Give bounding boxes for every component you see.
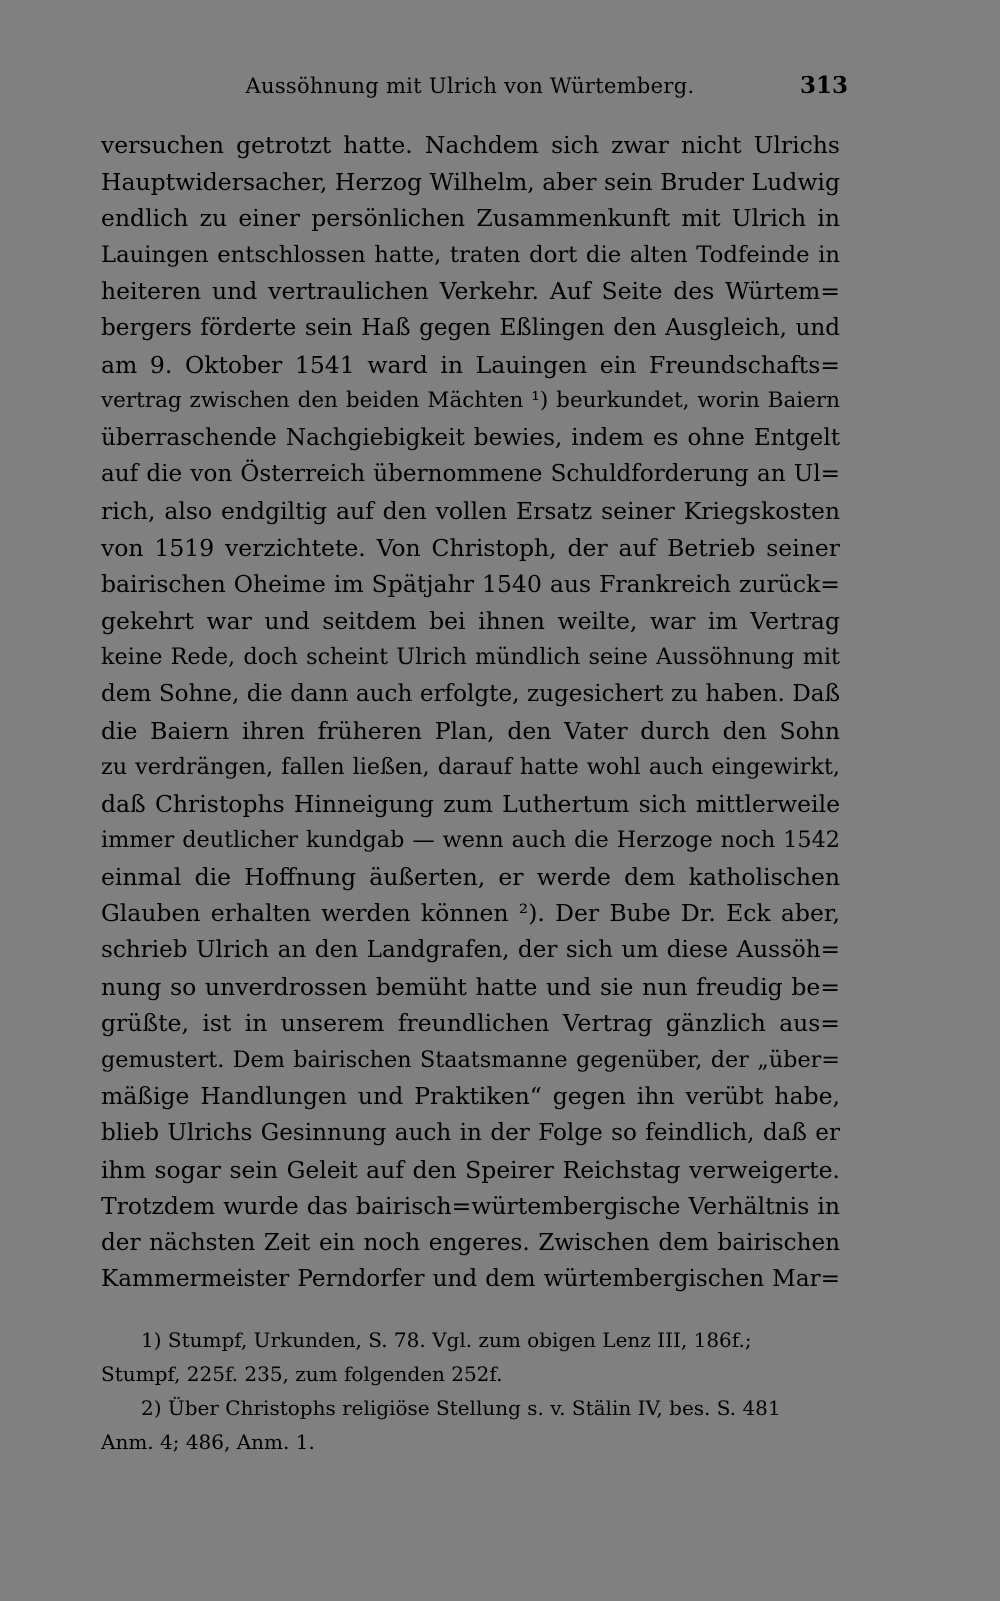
text-line: immer deutlicher kundgab — wenn auch die Herzoge noch 1542 [101,827,840,854]
text-line: Trotzdem wurde das bairisch=würtembergische Verhältnis in [101,1192,840,1221]
footnote-2-continued: Anm. 4; 486, Anm. 1. [101,1430,315,1454]
text-line: von 1519 verzichtete. Von Christoph, der auf Betrieb seiner [101,533,840,562]
text-line: bergers förderte sein Haß gegen Eßlingen den Ausgleich, und [101,314,840,341]
text-line: mäßige Handlungen und Praktiken“ gegen ihn verübt habe, [101,1082,840,1111]
text-line: am 9. Oktober 1541 ward in Lauingen ein Freundschafts= [101,350,840,379]
text-line: einmal die Hoffnung äußerten, er werde dem katholischen [101,862,840,891]
text-line: Lauingen entschlossen hatte, traten dort die alten Todfeinde in [101,241,840,268]
text-line: heiteren und vertraulichen Verkehr. Auf Seite des Würtem= [101,277,840,306]
text-line: überraschende Nachgiebigkeit bewies, indem es ohne Entgelt [101,424,840,451]
text-line: Kammermeister Perndorfer und dem würtembergischen Mar= [101,1266,840,1293]
running-title: Aussöhnung mit Ulrich von Würtemberg. [245,74,695,98]
running-head [0,70,1000,110]
text-line: ihm sogar sein Geleit auf den Speirer Reichstag verweigerte. [101,1155,840,1184]
text-line: zu verdrängen, fallen ließen, darauf hatte wohl auch eingewirkt, [101,754,840,781]
text-line: keine Rede, doch scheint Ulrich mündlich seine Aussöhnung mit [101,644,840,671]
text-line: versuchen getrotzt hatte. Nachdem sich zwar nicht Ulrichs [101,131,840,159]
text-line: endlich zu einer persönlichen Zusammenkunft mit Ulrich in [101,204,840,233]
text-line: Hauptwidersacher, Herzog Wilhelm, aber sein Bruder Ludwig [101,167,840,196]
text-line: nung so unverdrossen bemüht hatte und sie nun freudig be= [101,972,840,1001]
text-line: Glauben erhalten werden können ²). Der Bube Dr. Eck aber, [101,899,840,928]
body-text [101,127,840,1298]
text-line: bairischen Oheime im Spätjahr 1540 aus Frankreich zurück= [101,570,840,599]
footnote-1-continued: Stumpf, 225f. 235, zum folgenden 252f. [101,1362,503,1386]
text-line: schrieb Ulrich an den Landgrafen, der sich um diese Aussöh= [101,937,840,964]
text-line: gemustert. Dem bairischen Staatsmanne gegenüber, der „über= [101,1046,840,1073]
footnote-1: 1) Stumpf, Urkunden, S. 78. Vgl. zum obigen Lenz III, 186f.; [141,1328,752,1352]
page-number: 313 [800,72,849,99]
text-line: auf die von Österreich übernommene Schuldforderung an Ul= [101,461,840,488]
text-line: die Baiern ihren früheren Plan, den Vater durch den Sohn [101,716,840,745]
text-line: dem Sohne, die dann auch erfolgte, zugesichert zu haben. Daß [101,680,840,707]
text-line: gekehrt war und seitdem bei ihnen weilte, war im Vertrag [101,606,840,635]
text-line: daß Christophs Hinneigung zum Luthertum sich mittlerweile [101,789,840,818]
text-line: rich, also endgiltig auf den vollen Ersatz seiner Kriegskosten [101,496,840,525]
text-line: der nächsten Zeit ein noch engeres. Zwischen dem bairischen [101,1229,840,1256]
footnote-2: 2) Über Christophs religiöse Stellung s. v. Stälin IV, bes. S. 481 [141,1396,781,1420]
text-line: blieb Ulrichs Gesinnung auch in der Folge so feindlich, daß er [101,1120,840,1147]
text-line: vertrag zwischen den beiden Mächten ¹) beurkundet, worin Baiern [101,388,840,414]
footnotes [101,1323,840,1459]
text-line: grüßte, ist in unserem freundlichen Vertrag gänzlich aus= [101,1009,840,1038]
